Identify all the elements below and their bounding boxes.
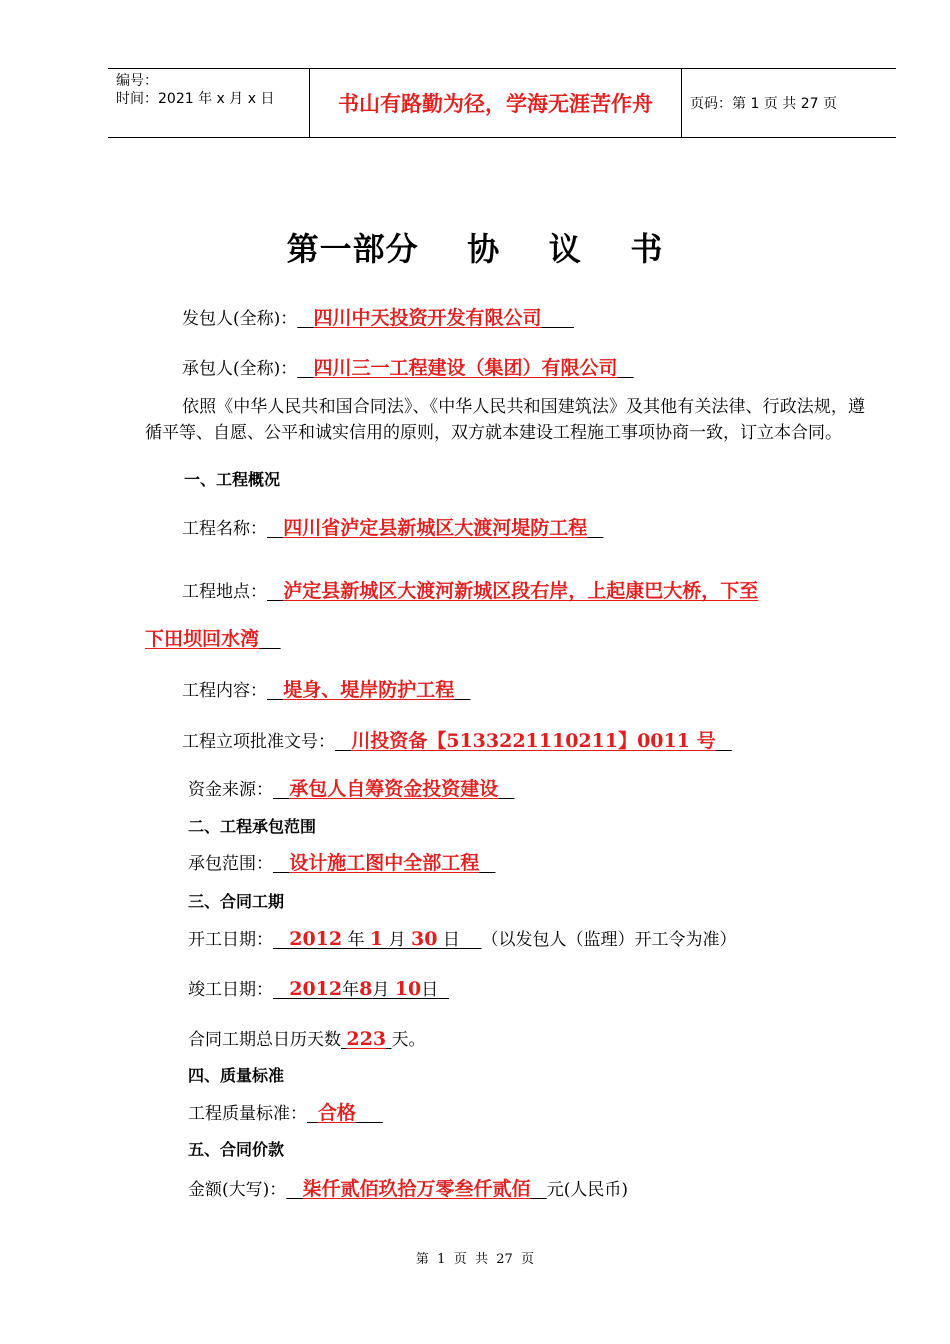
project-site-value-2: 下田坝回水湾 <box>145 628 260 650</box>
start-date-line: 开工日期： 2012 年 1 月 30 日 （以发包人（监理）开工令为准） <box>188 928 737 950</box>
document-title-text: 第一部分 协 议 书 <box>286 230 664 268</box>
header-meta-cell <box>108 69 310 137</box>
section-3-heading: 三、合同工期 <box>188 892 285 911</box>
fund-source-line <box>188 777 514 802</box>
fund-source-value: 承包人自筹资金投资建设 <box>289 778 499 800</box>
total-days-line <box>188 1027 425 1052</box>
start-day: 30 <box>410 928 438 950</box>
time-label: 时间：2021 年 x 月 x 日 <box>116 91 275 107</box>
header-table <box>108 68 896 138</box>
end-date-label: 竣工日期： <box>188 980 273 1000</box>
project-name-line <box>182 516 603 541</box>
project-site-label: 工程地点： <box>182 582 267 602</box>
project-name-label: 工程名称： <box>182 519 267 539</box>
section-5-heading: 五、合同价款 <box>188 1140 285 1159</box>
employer-label: 发包人(全称)： <box>182 309 298 329</box>
start-date-note: （以发包人（监理）开工令为准） <box>481 930 737 950</box>
footer-page-number: 第 1 页 共 27 页 <box>415 1252 535 1267</box>
start-year: 2012 <box>289 928 343 950</box>
end-day: 10 <box>394 978 422 1000</box>
number-label: 编号： <box>116 73 158 89</box>
header-page-info: 页码：第 1 页 共 27 页 <box>690 96 837 112</box>
project-site-line <box>182 579 758 604</box>
project-site-value-1: 泸定县新城区大渡河新城区段右岸，上起康巴大桥，下至 <box>283 580 759 602</box>
document-title <box>0 224 950 270</box>
total-days-label: 合同工期总日历天数 <box>188 1030 341 1050</box>
total-days-unit: 天。 <box>391 1030 426 1050</box>
employer-line <box>182 306 574 331</box>
end-year: 2012 <box>289 978 343 1000</box>
fund-source-label: 资金来源： <box>188 780 273 800</box>
header-motto: 书山有路勤为径，学海无涯苦作舟 <box>310 69 682 137</box>
intro-paragraph: 依照《中华人民共和国合同法》、《中华人民共和国建筑法》及其他有关法律、行政法规，遵循平等、自愿、公平和诚实信用的原则，双方就本建设工程施工事项协商一致，订立本合同。 <box>145 397 865 443</box>
approval-value: 川投资备【5133221110211】0011 号 <box>351 730 716 752</box>
scope-line <box>188 851 495 876</box>
end-date-line: 竣工日期： 2012年8月 10日 <box>188 978 439 1000</box>
project-content-line <box>182 678 470 703</box>
project-site-line-2 <box>145 627 281 652</box>
quality-value: 合格 <box>317 1102 356 1124</box>
amount-unit: 元(人民币) <box>546 1180 628 1200</box>
amount-value: 柒仟贰佰玖拾万零叁仟贰佰 <box>302 1178 531 1200</box>
amount-label: 金额(大写)： <box>188 1180 287 1200</box>
contractor-value: 四川三一工程建设（集团）有限公司 <box>313 357 618 379</box>
start-month: 1 <box>369 928 384 950</box>
scope-value: 设计施工图中全部工程 <box>289 852 480 874</box>
end-month: 8 <box>359 978 373 1000</box>
start-date-label: 开工日期： <box>188 930 273 950</box>
total-days-value: 223 <box>346 1028 387 1050</box>
approval-line <box>182 729 732 754</box>
amount-line <box>188 1177 628 1202</box>
project-content-value: 堤身、堤岸防护工程 <box>283 679 455 701</box>
section-2-heading: 二、工程承包范围 <box>188 817 317 836</box>
contractor-line <box>182 356 634 381</box>
section-4-heading: 四、质量标准 <box>188 1066 285 1085</box>
quality-line <box>188 1101 383 1126</box>
page-footer <box>0 1248 950 1267</box>
project-name-value: 四川省泸定县新城区大渡河堤防工程 <box>283 517 588 539</box>
employer-value: 四川中天投资开发有限公司 <box>313 307 542 329</box>
approval-label: 工程立项批准文号： <box>182 732 335 752</box>
contractor-label: 承包人(全称)： <box>182 359 298 379</box>
quality-label: 工程质量标准： <box>188 1104 307 1124</box>
project-content-label: 工程内容： <box>182 681 267 701</box>
scope-label: 承包范围： <box>188 854 273 874</box>
section-1-heading: 一、工程概况 <box>184 470 281 489</box>
